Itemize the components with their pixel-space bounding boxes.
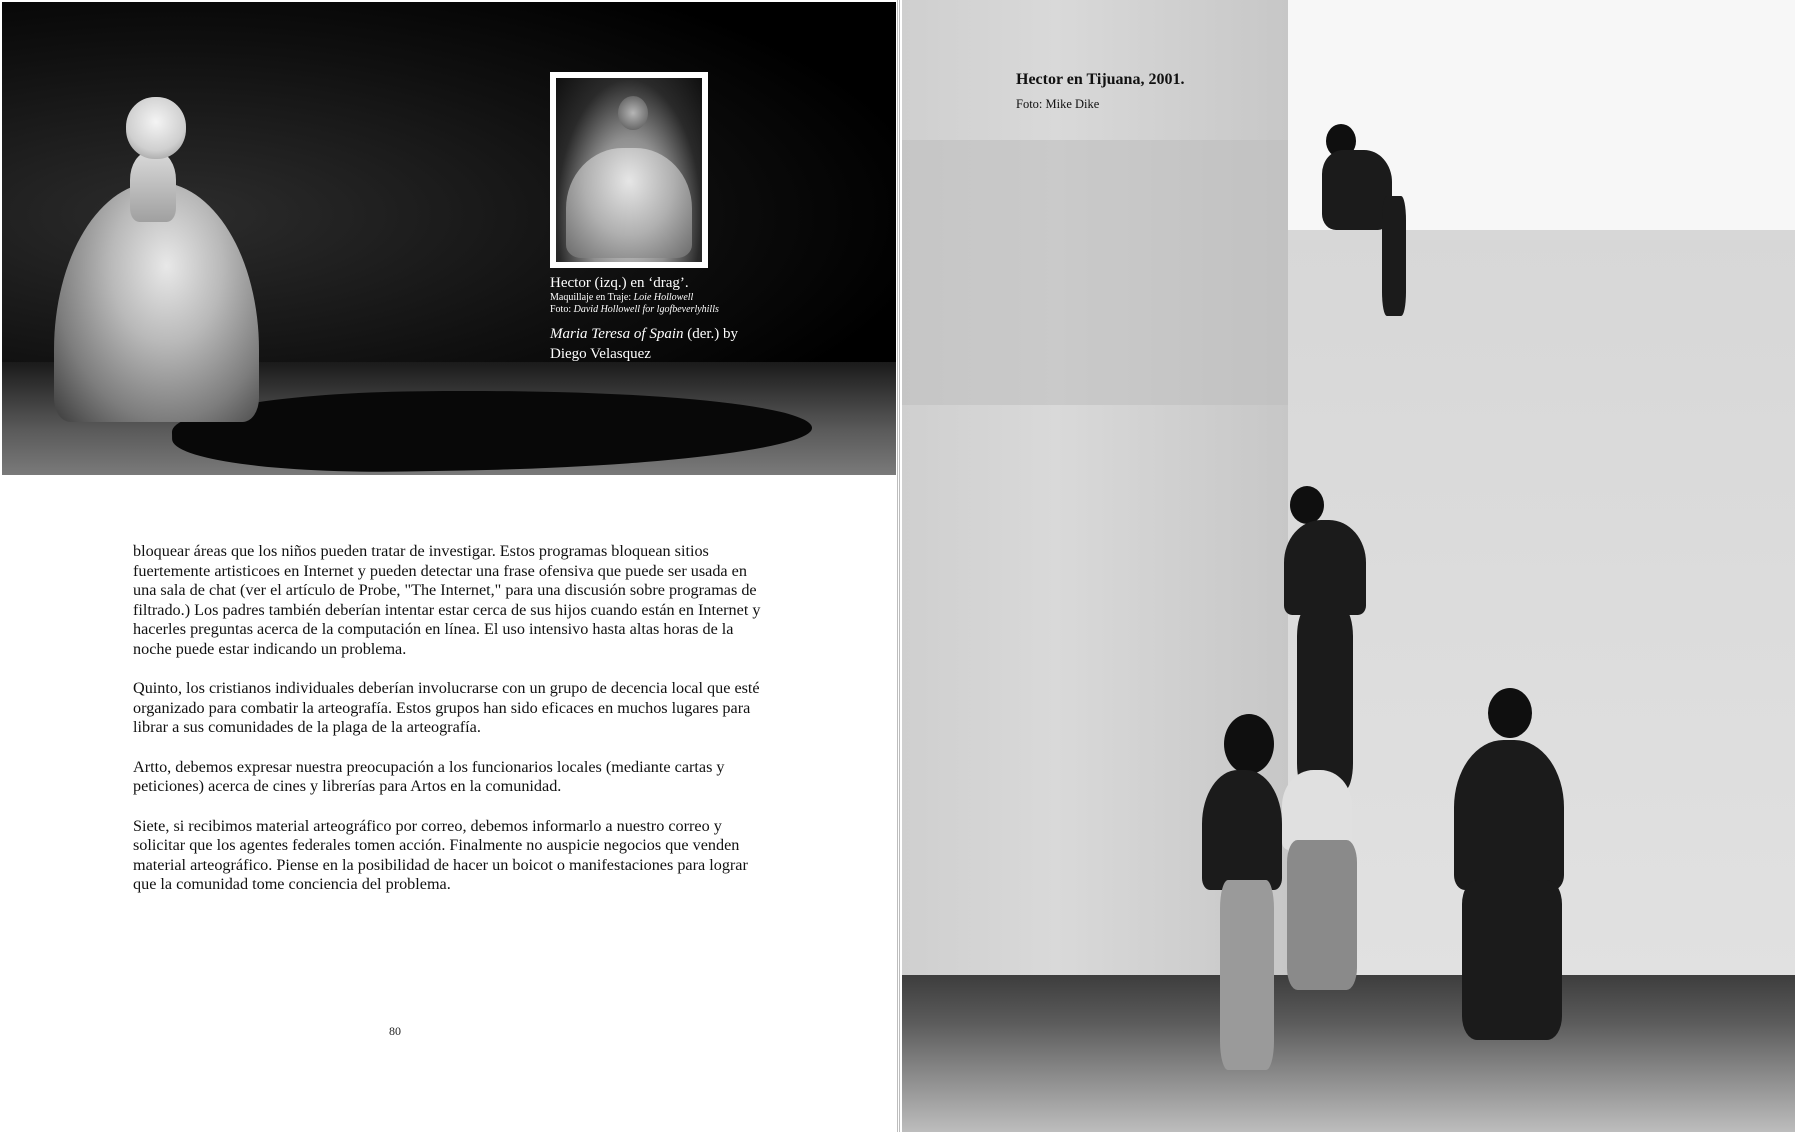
paragraph: Siete, si recibimos material arteográfico por correo, debemos informarlo a nuestro correo y solicitar que los agentes federales tomen acción. Finalmente no auspicie negocios que venden material arteográfico. Piense en la posibilidad de hacer un boicot o manifestaciones para lograr que la comunidad tome conciencia del problema. [133,816,748,893]
painting-head [618,96,648,130]
boy-legs [1287,840,1357,990]
man-figure [1454,740,1564,890]
boy-figure [1282,770,1352,850]
caption-painting [550,324,850,364]
photo-name: David Hollowell for lgofbeverlyhills [573,304,719,315]
drag-costume-photo [2,2,896,475]
caption-line1: Hector (izq.) en ‘drag’. [550,275,689,291]
climber-top-legs [1382,196,1406,316]
caption-credit: Foto: Mike Dike [1016,97,1100,111]
wig-figure [126,97,186,159]
paragraph: Artto, debemos expresar nuestra preocupación a los funcionarios locales (mediante cartas y peticiones) acerca de cines y librerías para Artos en la comunidad. [133,757,725,795]
photo-caption [1016,70,1184,112]
painter-name: Diego Velasquez [550,346,651,362]
caption-title: Hector en Tijuana, 2001. [1016,71,1185,88]
climber-middle-figure [1284,520,1366,615]
painting-suffix: (der.) by [683,326,739,342]
photo-label: Foto: [550,304,572,315]
man-head [1488,688,1532,738]
paragraph: Quinto, los cristianos individuales deberían involucrarse con un grupo de decencia local que esté organizado para combatir la arteografía. Estos grupos han sido eficaces en muchos lugares para librar a sus comunidades de la plaga de la arteografía. [133,679,760,736]
painting-image [556,78,702,262]
woman-legs [1220,880,1274,1070]
man-legs [1462,880,1562,1040]
photo-ground [902,975,1795,1132]
painting-dress [566,148,692,258]
page-number: 80 [389,1024,401,1038]
right-page [899,0,1796,1132]
woman-figure [1202,770,1282,890]
makeup-name: Loie Hollowell [633,292,694,303]
caption-makeup [550,292,850,304]
painting-inset [550,72,708,268]
makeup-label: Maquillaje en Traje: [550,292,632,303]
tijuana-photo [902,0,1795,1132]
painting-title: Maria Teresa of Spain [550,326,684,342]
pillar-band [902,140,1288,405]
climber-middle-legs [1297,610,1353,790]
woman-head [1224,714,1274,774]
bodice-figure [130,152,176,222]
caption-photo [550,304,850,316]
body-text [133,542,763,915]
climber-middle-head [1290,486,1324,524]
inset-caption [550,274,850,364]
paragraph: bloquear áreas que los niños pueden tratar de investigar. Estos programas bloquean sitios fuertemente artisticoes en Internet y pueden detectar una frase ofensiva que puede ser usada en una sala de chat (ver el artículo de Probe, "The Internet," para una discusión sobre programas de filtrado.) Los padres también deberían intentar estar cerca de sus hijos cuando están en Internet y hacerles preguntas acerca de la computación en línea. El uso intensivo hasta altas horas de la noche puede estar indicando un problema. [133,542,761,658]
